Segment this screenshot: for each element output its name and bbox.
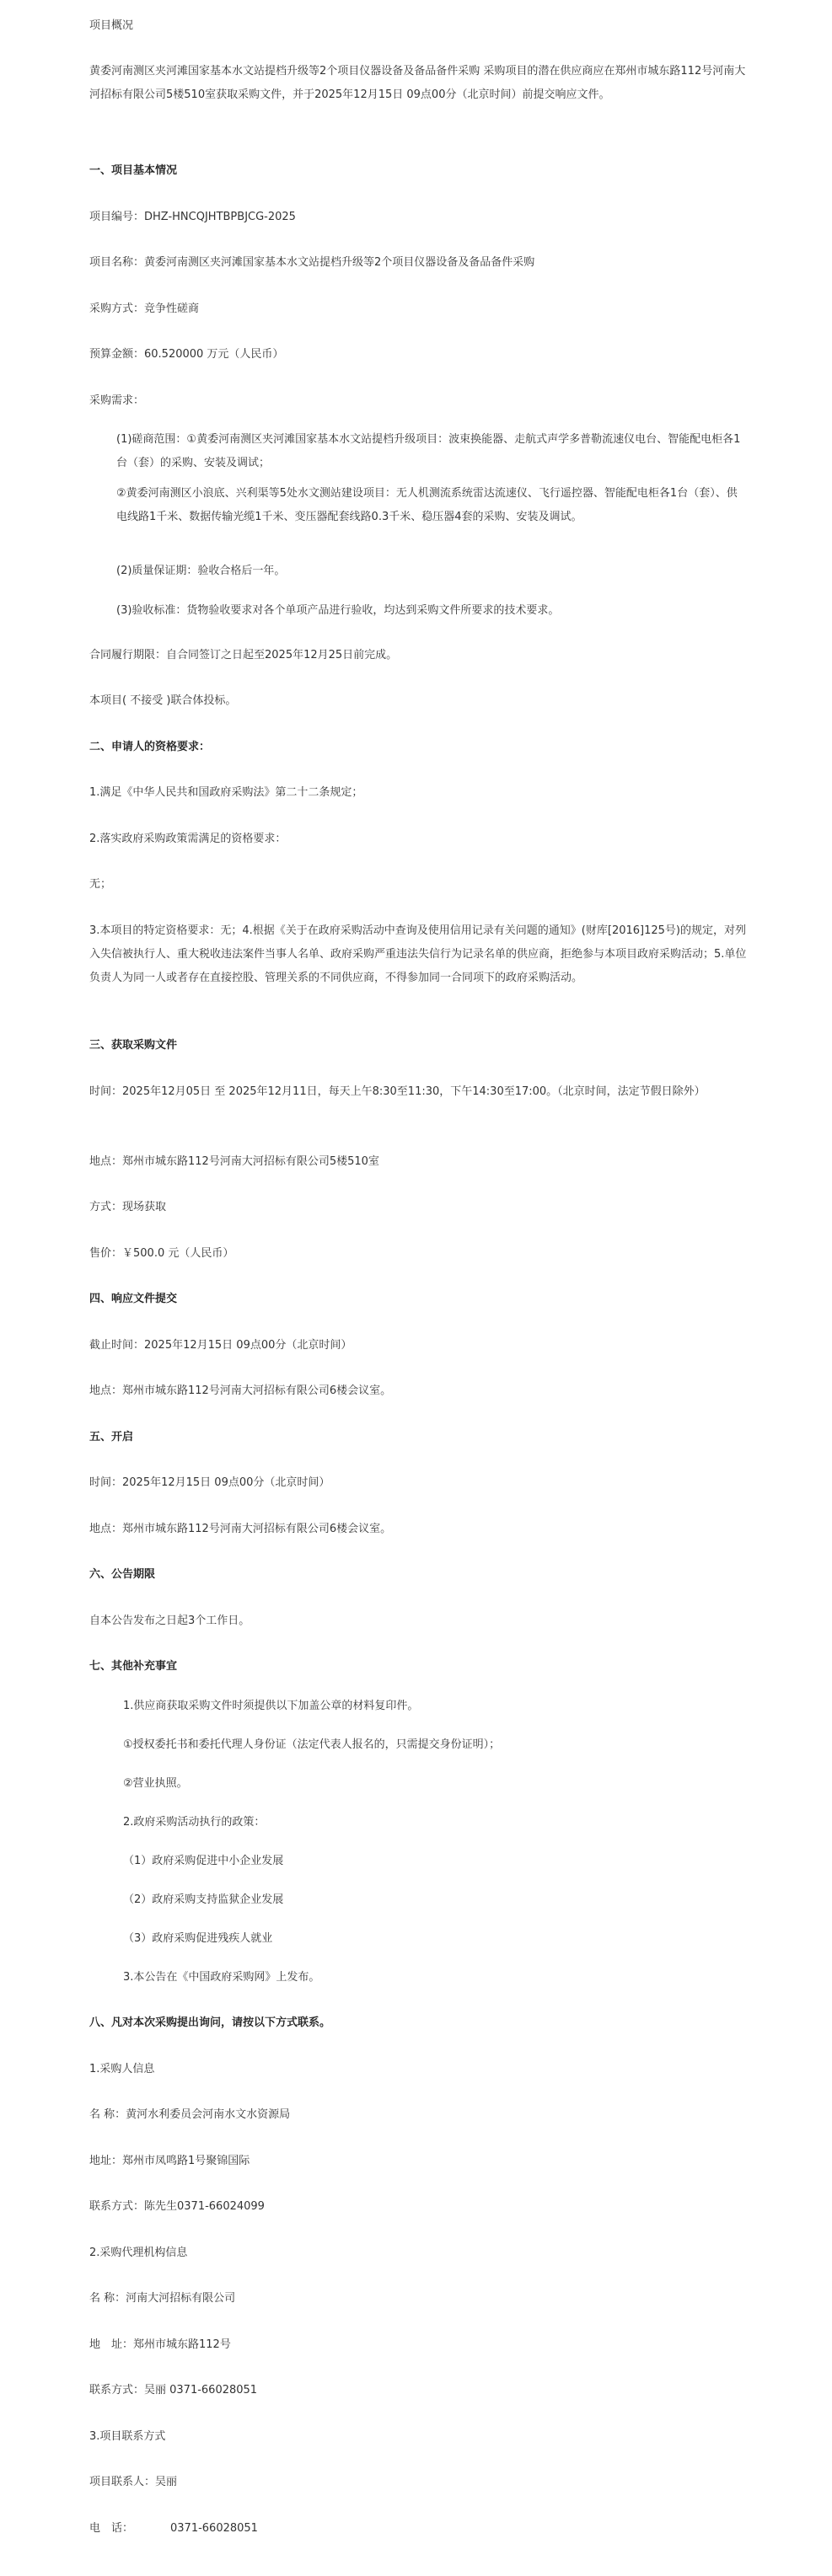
qualification-2-value: 无； <box>89 878 112 891</box>
budget-amount: 预算金额：60.520000 万元（人民币） <box>89 348 284 361</box>
supplement-item: ①授权委托书和委托代理人身份证（法定代表人报名的，只需提交身份证明）； <box>123 1738 501 1751</box>
buyer-address: 地址：郑州市凤鸣路1号聚锦国际 <box>89 2155 250 2167</box>
qualification-2: 2.落实政府采购政策需满足的资格要求： <box>89 833 287 845</box>
qualification-3: 3.本项目的特定资格要求：无；4.根据《关于在政府采购活动中查询及使用信用记录有关问题的通知》(财库[2016]125号)的规定，对列入失信被执行人、重大税收违法案件当事人名单、政府采购严重违法失信行为记录名单的供应商，拒绝参与本项目政府采购活动；5.单位负责人为同一人或者存在直接控股、管理关系的不同供应商，不得参加同一合同项下的政府采购活动。 <box>89 924 747 984</box>
opening-place: 地点：郑州市城东路112号河南大河招标有限公司6楼会议室。 <box>89 1523 392 1535</box>
qualification-1: 1.满足《中华人民共和国政府采购法》第二十二条规定； <box>89 786 363 799</box>
document-price: 售价：￥500.0 元（人民币） <box>89 1247 234 1260</box>
acceptance-standard: (3)验收标准：货物验收要求对各个单项产品进行验收，均达到采购文件所要求的技术要求。 <box>116 604 560 617</box>
overview-body: 黄委河南测区夹河滩国家基本水文站提档升级等2个项目仪器设备及备品备件采购 采购项目的潜在供应商应在郑州市城东路112号河南大河招标有限公司5楼510室获取采购文件，并于2025年12月15日 09点00分（北京时间）前提交响应文件。 <box>89 65 746 101</box>
buyer-info-title: 1.采购人信息 <box>89 2063 155 2075</box>
submission-place: 地点：郑州市城东路112号河南大河招标有限公司6楼会议室。 <box>89 1384 392 1397</box>
section-1-heading: 一、项目基本情况 <box>89 164 178 177</box>
notice-period: 自本公告发布之日起3个工作日。 <box>89 1615 250 1627</box>
supplement-item: 2.政府采购活动执行的政策： <box>123 1816 266 1829</box>
supplement-item: （1）政府采购促进中小企业发展 <box>123 1855 284 1867</box>
project-number: 项目编号：DHZ-HNCQJHTBPBJCG-2025 <box>89 211 296 223</box>
section-6-heading: 六、公告期限 <box>89 1568 156 1581</box>
scope-item-1: (1)磋商范围：①黄委河南测区夹河滩国家基本水文站提档升级项目：波束换能器、走航式声学多普勒流速仪电台、智能配电柜各1台（套）的采购、安装及调试； <box>116 433 741 469</box>
acquisition-time: 时间：2025年12月05日 至 2025年12月11日，每天上午8:30至11:30，下午14:30至17:00。（北京时间，法定节假日除外） <box>89 1085 706 1098</box>
supplement-item: （3）政府采购促进残疾人就业 <box>123 1932 273 1945</box>
agent-address: 地 址：郑州市城东路112号 <box>89 2338 231 2351</box>
supplement-item: ②营业执照。 <box>123 1777 188 1790</box>
project-contact-phone <box>89 2517 747 2541</box>
overview-title: 项目概况 <box>89 19 134 32</box>
supplement-item: 1.供应商获取采购文件时须提供以下加盖公章的材料复印件。 <box>123 1700 419 1712</box>
buyer-contact: 联系方式：陈先生0371-66024099 <box>89 2200 265 2213</box>
supplement-item: 3.本公告在《中国政府采购网》上发布。 <box>123 1971 320 1984</box>
submission-deadline: 截止时间：2025年12月15日 09点00分（北京时间） <box>89 1339 352 1352</box>
acquisition-way: 方式：现场获取 <box>89 1201 167 1213</box>
opening-time: 时间：2025年12月15日 09点00分（北京时间） <box>89 1476 330 1489</box>
supplement-item: （2）政府采购支持监狱企业发展 <box>123 1893 284 1906</box>
consortium-policy: 本项目( 不接受 )联合体投标。 <box>89 694 237 707</box>
phone-label: 电 话： <box>89 2522 134 2535</box>
warranty-period: (2)质量保证期：验收合格后一年。 <box>116 565 286 577</box>
section-3-heading: 三、获取采购文件 <box>89 1039 178 1052</box>
contract-period: 合同履行期限：自合同签订之日起至2025年12月25日前完成。 <box>89 649 398 661</box>
project-name: 项目名称：黄委河南测区夹河滩国家基本水文站提档升级等2个项目仪器设备及备品备件采购 <box>89 256 535 269</box>
section-5-heading: 五、开启 <box>89 1431 134 1443</box>
agent-info-title: 2.采购代理机构信息 <box>89 2247 188 2259</box>
acquisition-place: 地点：郑州市城东路112号河南大河招标有限公司5楼510室 <box>89 1155 379 1168</box>
procurement-needs-label: 采购需求： <box>89 394 145 407</box>
buyer-name: 名 称：黄河水利委员会河南水文水资源局 <box>89 2108 291 2121</box>
section-4-heading: 四、响应文件提交 <box>89 1293 178 1305</box>
scope-item-2: ②黄委河南测区小浪底、兴利渠等5处水文测站建设项目：无人机测流系统雷达流速仪、飞行遥控器、智能配电柜各1台（套）、供电线路1千米、数据传输光缆1千米、变压器配套线路0.3千米、稳压器4套的采购、安装及调试。 <box>116 487 738 523</box>
agent-name: 名 称：河南大河招标有限公司 <box>89 2292 236 2305</box>
agent-contact: 联系方式：吴丽 0371-66028051 <box>89 2384 258 2397</box>
section-7-heading: 七、其他补充事宜 <box>89 1660 178 1673</box>
section-2-heading: 二、申请人的资格要求： <box>89 741 211 753</box>
section-8-heading: 八、凡对本次采购提出询问，请按以下方式联系。 <box>89 2016 331 2029</box>
project-contact-title: 3.项目联系方式 <box>89 2430 166 2443</box>
procurement-method: 采购方式：竞争性磋商 <box>89 303 200 315</box>
phone-value: 0371-66028051 <box>170 2522 258 2535</box>
project-contact-person: 项目联系人：吴丽 <box>89 2476 178 2488</box>
